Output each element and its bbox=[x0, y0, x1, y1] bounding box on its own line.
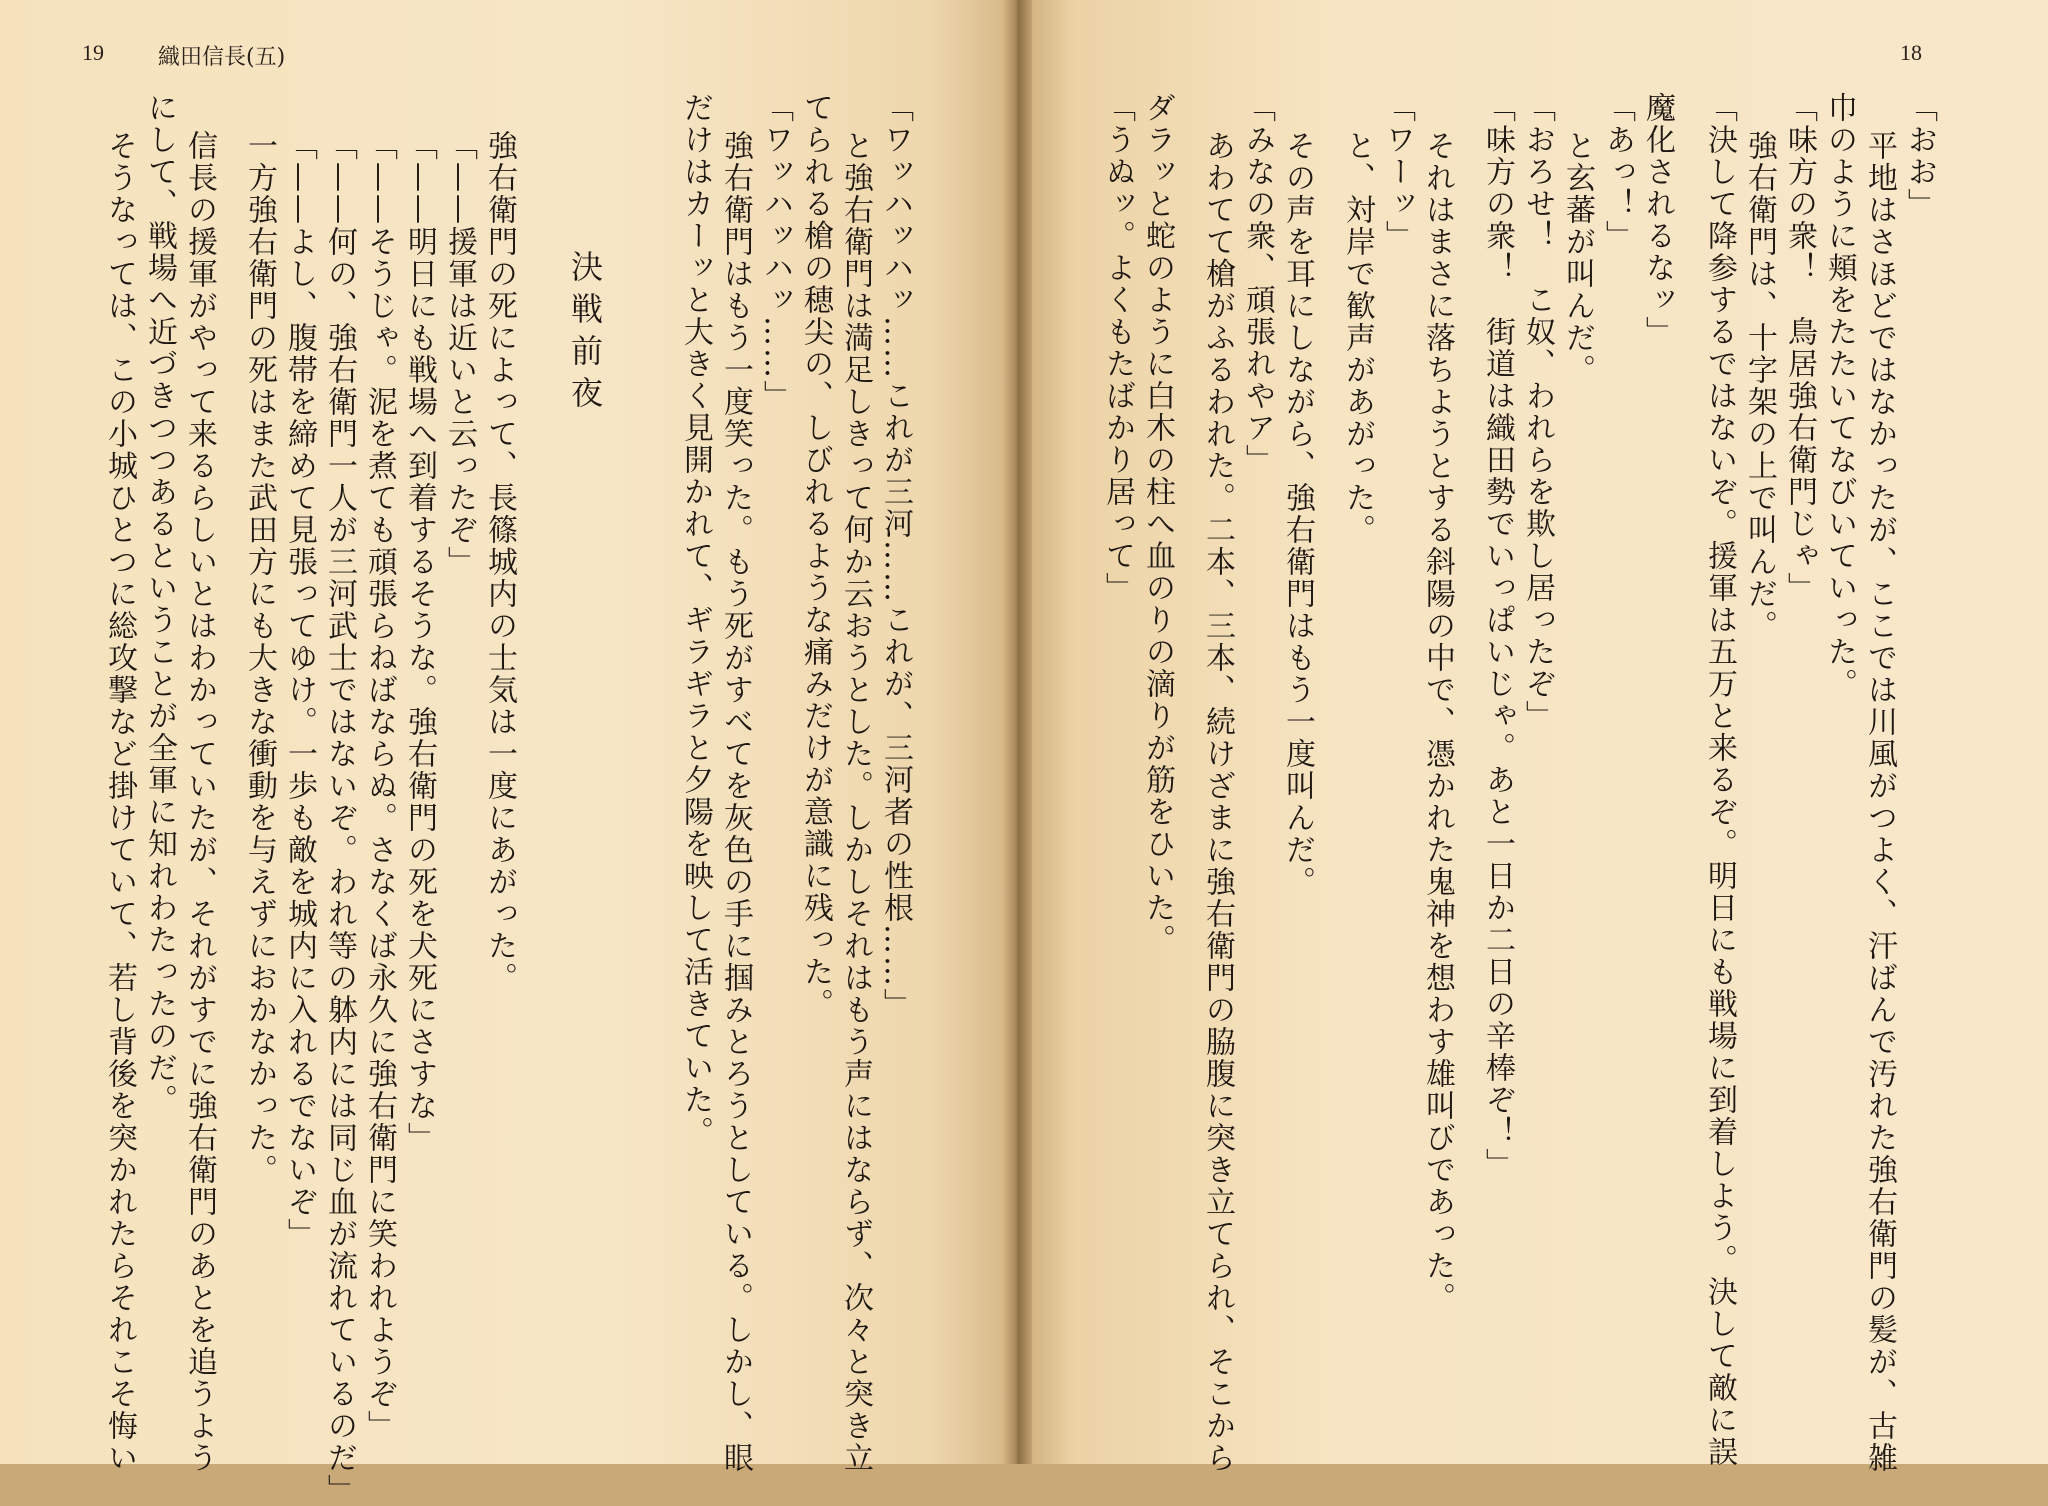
text-column: 「——何の、強右衛門一人が三河武士ではないぞ。われ等の躰内には同じ血が流れているのだ」 bbox=[322, 130, 357, 1506]
text-column: 一方強右衛門の死はまた武田方にも大きな衝動を与えずにおかなかった。 bbox=[242, 130, 277, 1186]
text-column: そうなっては、この小城ひとつに総攻撃など掛けていて、若し背後を突かれたらそれこそ悔い bbox=[102, 130, 137, 1474]
text-column: 「——明日にも戦場へ到着するそうな。強右衛門の死を犬死にさすな」 bbox=[402, 130, 437, 1154]
right-page-number: 18 bbox=[1900, 40, 1922, 65]
text-column: あわてて槍がふるわれた。二本、三本、続けざまに強右衛門の脇腹に突き立てられ、そこから bbox=[1200, 130, 1235, 1474]
text-column: 信長の援軍がやって来るらしいとはわかっていたが、それがすでに強右衛門のあとを追うよう bbox=[182, 130, 217, 1474]
text-column: 「ワーッ」 bbox=[1380, 92, 1415, 252]
text-column: 強右衛門の死によって、長篠城内の士気は一度にあがった。 bbox=[482, 130, 517, 994]
text-column: 「あっ！」 bbox=[1600, 92, 1635, 252]
text-column: 「ワッハッハッ……」 bbox=[758, 92, 793, 412]
text-column: 平地はさほどではなかったが、ここでは川風がつよく、汗ばんで汚れた強右衛門の髪が、古雑 bbox=[1862, 130, 1897, 1474]
text-column: 「——よし、腹帯を締めて見張ってゆけ。一歩も敵を城内に入れるでないぞ」 bbox=[282, 130, 317, 1250]
text-column: それはまさに落ちようとする斜陽の中で、憑かれた鬼神を想わす雄叫びであった。 bbox=[1420, 130, 1455, 1314]
text-column: その声を耳にしながら、強右衛門はもう一度叫んだ。 bbox=[1280, 130, 1315, 898]
left-page-number: 19 bbox=[82, 40, 104, 65]
text-column: 「みなの衆、頑張れやア」 bbox=[1240, 92, 1275, 476]
text-column: 「——援軍は近いと云ったぞ」 bbox=[442, 130, 477, 578]
text-column: だけはカーッと大きく見開かれて、ギラギラと夕陽を映して活きていた。 bbox=[678, 92, 713, 1148]
text-column: 巾のように頬をたたいてなびいていった。 bbox=[1822, 92, 1857, 700]
text-column: と強右衛門は満足しきって何か云おうとした。しかしそれはもう声にはならず、次々と突き立 bbox=[838, 130, 873, 1474]
text-column: 「味方の衆！ 街道は織田勢でいっぱいじゃ。あと一日か二日の辛棒ぞ！」 bbox=[1480, 92, 1515, 1180]
text-column: 魔化されるなッ」 bbox=[1640, 92, 1675, 348]
text-column: てられる槍の穂尖の、しびれるような痛みだけが意識に残った。 bbox=[798, 92, 833, 1020]
running-title: 織田信長(五) bbox=[158, 45, 286, 70]
text-column: 「うぬッ。よくもたばかり居って」 bbox=[1100, 92, 1135, 604]
text-column: 「味方の衆！ 鳥居強右衛門じゃ」 bbox=[1782, 92, 1817, 604]
text-column: 強右衛門はもう一度笑った。もう死がすべてを灰色の手に掴みとろうとしている。しかし、眼 bbox=[718, 130, 753, 1474]
text-column: と、対岸で歓声があがった。 bbox=[1340, 130, 1375, 546]
text-column: 「決して降参するではないぞ。援軍は五万と来るぞ。明日にも戦場に到着しよう。決して敵に誤 bbox=[1702, 92, 1737, 1468]
text-column: ダラッと蛇のように白木の柱へ血のりの滴りが筋をひいた。 bbox=[1140, 92, 1175, 956]
text-column: にして、戦場へ近づきつつあるということが全軍に知れわたったのだ。 bbox=[142, 92, 177, 1116]
text-column: 「おろせ！ こ奴、われらを欺し居ったぞ」 bbox=[1520, 92, 1555, 732]
text-column: と玄蕃が叫んだ。 bbox=[1560, 130, 1595, 386]
section-heading: 決戦前夜 bbox=[566, 250, 604, 418]
text-column: 「——そうじゃ。泥を煮ても頑張らねばならぬ。さなくば永久に強右衛門に笑われようぞ」 bbox=[362, 130, 397, 1442]
book-gutter bbox=[1002, 0, 1032, 1464]
text-column: 「ワッハッハッ……これが三河……これが、三河者の性根……」 bbox=[878, 92, 913, 1020]
text-column: 強右衛門は、十字架の上で叫んだ。 bbox=[1742, 130, 1777, 642]
text-column: 「おお」 bbox=[1902, 92, 1937, 220]
